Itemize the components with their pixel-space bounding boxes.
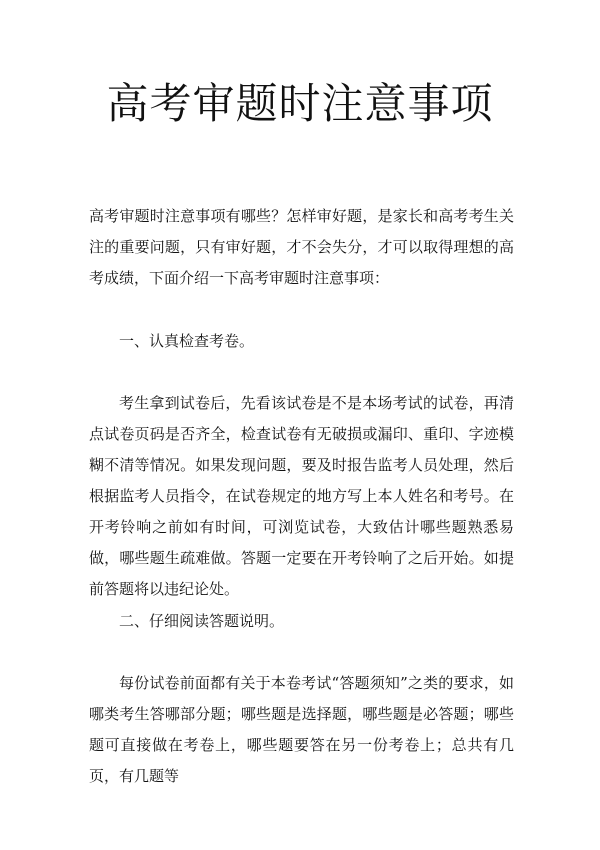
document-title: 高考审题时注意事项 bbox=[106, 79, 494, 128]
section-1-heading: 一、认真检查考卷。 bbox=[119, 332, 255, 350]
section-1-body: 考生拿到试卷后，先看该试卷是不是本场考试的试卷，再清点试卷页码是否齐全，检查试卷有无破损或漏印、重印、字迹模糊不清等情况。如果发现问题，要及时报告监考人员处理，然后根据监考人员指令，在试卷规定的地方写上本人姓名和考号。在开考铃响之前如有时间，可浏览试卷，大致估计哪些题熟悉易做，哪些题生疏难做。答题一定要在开考铃响了之后开始。如提前答题将以违纪论处。 bbox=[89, 394, 514, 598]
section-2-heading: 二、仔细阅读答题说明。 bbox=[119, 612, 285, 630]
section-2-body: 每份试卷前面都有关于本卷考试“答题须知”之类的要求，如哪类考生答哪部分题；哪些题是选择题，哪些题是必答题；哪些题可直接做在考卷上，哪些题要答在另一份考卷上；总共有几页，有几题等 bbox=[89, 674, 514, 785]
intro-paragraph: 高考审题时注意事项有哪些？怎样审好题，是家长和高考考生关注的重要问题，只有审好题，才不会失分，才可以取得理想的高考成绩，下面介绍一下高考审题时注意事项： bbox=[89, 207, 514, 287]
